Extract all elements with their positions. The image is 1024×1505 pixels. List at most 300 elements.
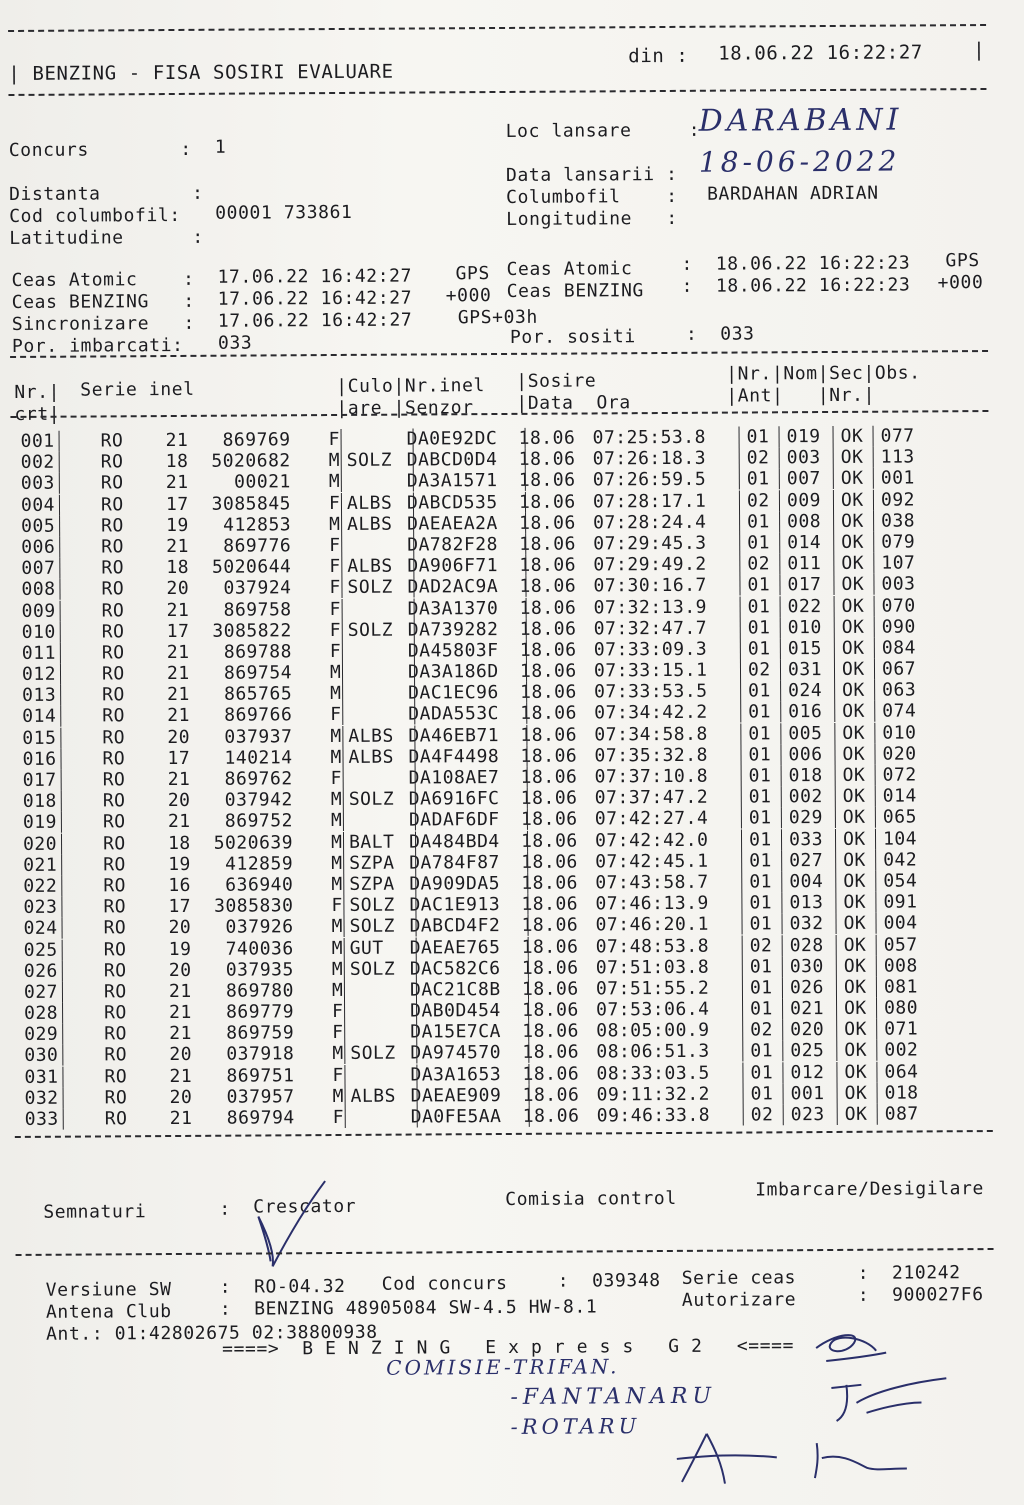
column-separator [836, 934, 837, 955]
cell-time: 07:48:53.8 [595, 935, 710, 957]
column-separator [834, 744, 835, 765]
column-separator [61, 854, 62, 875]
cell-nom: 002 [788, 786, 823, 808]
column-separator [60, 664, 61, 685]
ceas-benzing-right-suffix: +000 [937, 272, 984, 294]
column-separator [876, 977, 877, 998]
columbofil-label: Columbofil : [506, 185, 678, 208]
cell-ant: 02 [749, 934, 773, 956]
column-separator [874, 744, 875, 765]
cell-date: 18.06 [521, 851, 578, 873]
cell-ant: 01 [749, 913, 773, 935]
ceas-atomic-right-suffix: GPS [945, 250, 980, 272]
cell-sec: OK [841, 552, 865, 575]
cell-nr: 023 [23, 896, 58, 919]
column-separator [783, 1104, 784, 1125]
column-separator [59, 452, 60, 473]
col-ant-sec-header: |Ant| |Nr.| [726, 384, 876, 407]
cell-time: 07:42:27.4 [594, 808, 709, 830]
cell-sx: F [331, 895, 343, 917]
cell-time: 07:33:15.1 [593, 659, 708, 682]
column-separator [834, 595, 835, 616]
column-separator [837, 1104, 838, 1125]
cell-obs: 004 [883, 912, 918, 934]
column-separator [779, 426, 780, 447]
column-separator [59, 494, 60, 515]
cell-obs: 020 [882, 743, 917, 765]
cell-nr: 013 [22, 684, 57, 707]
cell-ant: 01 [750, 1040, 774, 1062]
arrivals-table [11, 425, 1005, 1130]
column-separator [873, 532, 874, 553]
column-separator [415, 810, 416, 831]
cell-sec: OK [844, 1103, 868, 1125]
cell-nr: 018 [22, 790, 57, 813]
cell-nom: 031 [787, 659, 823, 681]
cell-time: 09:46:33.8 [596, 1104, 711, 1127]
cell-time: 07:34:42.2 [594, 702, 708, 724]
cell-yr: 18 [165, 451, 189, 473]
column-separator [60, 643, 61, 664]
column-separator [341, 450, 342, 471]
cell-sec: OK [843, 976, 867, 998]
cell-obs: 065 [882, 806, 917, 829]
column-separator [742, 999, 743, 1020]
cell-nom: 021 [790, 998, 825, 1020]
cell-sx: M [331, 873, 343, 895]
cell-date: 18.06 [520, 702, 578, 725]
column-separator [344, 959, 345, 980]
column-separator [60, 685, 61, 706]
column-separator [416, 937, 417, 958]
col-crt-header: crt| [14, 403, 61, 425]
cell-sx: M [332, 1085, 345, 1107]
cell-time: 07:29:45.3 [593, 532, 707, 555]
cell-time: 07:26:59.5 [592, 469, 707, 491]
din-timestamp: 18.06.22 16:22:27 [718, 41, 923, 65]
cell-nr: 010 [21, 621, 56, 643]
cell-ant: 01 [748, 680, 771, 702]
cell-obs: 070 [881, 594, 916, 617]
cell-yr: 21 [167, 768, 191, 791]
cell-col: ALBS [350, 1085, 397, 1107]
column-separator [873, 447, 874, 468]
cell-ro: RO [101, 515, 124, 537]
cell-date: 18.06 [518, 491, 576, 513]
cell-sx: M [329, 662, 342, 684]
column-separator [343, 768, 344, 789]
cell-nr: 028 [24, 1002, 59, 1024]
cell-obs: 002 [884, 1039, 919, 1062]
column-separator [782, 977, 783, 998]
cell-ro: RO [104, 1087, 128, 1109]
cell-snz: DA4F4498 [408, 745, 500, 768]
cell-time: 07:37:10.8 [594, 765, 709, 788]
sheet-title: | BENZING - FISA SOSIRI EVALUARE [8, 60, 394, 85]
cell-sec: OK [840, 468, 864, 490]
column-separator [742, 956, 743, 977]
cell-sx: M [331, 916, 343, 938]
cell-nr: 006 [21, 536, 56, 558]
longitudine-label: Longitudine : [506, 207, 678, 230]
autorizare-value: : 900027F6 [857, 1284, 984, 1306]
cell-date: 18.06 [522, 1041, 580, 1064]
column-separator [780, 723, 781, 744]
cell-time: 07:34:58.8 [594, 723, 708, 746]
cell-date: 18.06 [519, 575, 577, 598]
cell-yr: 19 [168, 853, 191, 875]
cell-obs: 092 [880, 489, 916, 511]
cell-num: 140214 [224, 747, 293, 769]
cell-ro: RO [101, 557, 125, 579]
cell-date: 18.06 [520, 681, 577, 704]
cell-obs: 090 [881, 616, 916, 638]
column-separator [414, 619, 415, 640]
column-separator [779, 532, 780, 553]
cod-concurs-label: Cod concurs [381, 1272, 508, 1295]
column-separator [60, 706, 61, 727]
cell-snz: DAC1EC96 [408, 682, 499, 704]
column-separator [414, 683, 415, 704]
cell-time: 07:42:45.1 [595, 850, 709, 873]
column-separator [739, 490, 740, 511]
column-separator [740, 596, 741, 617]
cell-obs: 081 [883, 976, 919, 998]
comisie-handwritten-3: -ROTARU [510, 1414, 641, 1439]
cell-yr: 20 [167, 726, 191, 748]
cod-columbofil-label: Cod columbofil: [9, 204, 181, 227]
column-separator [741, 893, 742, 914]
column-separator [740, 638, 741, 659]
cell-date: 18.06 [518, 469, 576, 492]
column-separator [344, 1022, 345, 1043]
column-separator [781, 786, 782, 807]
column-separator [739, 575, 740, 596]
cell-yr: 21 [165, 429, 189, 452]
column-separator [741, 787, 742, 808]
column-separator [742, 1020, 743, 1041]
cell-sec: OK [841, 574, 865, 596]
column-separator [739, 532, 740, 553]
cell-nom: 007 [786, 468, 821, 490]
cell-nr: 029 [24, 1023, 59, 1046]
column-separator [414, 725, 415, 746]
column-separator [877, 1083, 878, 1104]
column-separator [528, 1000, 529, 1021]
cell-ant: 02 [750, 1104, 774, 1126]
cell-nr: 027 [23, 981, 59, 1003]
cell-ro: RO [104, 1002, 127, 1024]
cell-yr: 21 [168, 980, 192, 1002]
cell-time: 07:29:49.2 [593, 553, 707, 576]
cell-yr: 21 [169, 1023, 192, 1045]
cell-date: 18.06 [519, 533, 576, 555]
column-separator [525, 449, 526, 470]
cell-ro: RO [101, 642, 125, 664]
cell-nom: 032 [789, 913, 824, 935]
column-separator [416, 1022, 417, 1043]
cell-col: SOLZ [347, 576, 393, 599]
cell-sx: F [329, 619, 342, 641]
column-separator [779, 469, 780, 490]
column-separator [875, 765, 876, 786]
cell-nom: 030 [789, 955, 824, 977]
cell-num: 5020644 [211, 556, 292, 578]
column-separator [342, 620, 343, 641]
express-line: ====> B E N Z I N G E x p r e s s G 2 <==== [222, 1335, 795, 1360]
cell-num: 412853 [223, 514, 292, 536]
cell-obs: 064 [884, 1061, 919, 1083]
cell-sec: OK [843, 849, 866, 871]
cell-sx: F [329, 577, 341, 599]
imbarcati-label: Por. imbarcati: [11, 334, 184, 357]
cell-date: 18.06 [520, 787, 578, 810]
versiune-sw-label: Versiune SW [45, 1279, 172, 1301]
cell-sx: M [329, 513, 341, 535]
cell-sec: OK [840, 446, 864, 469]
cell-obs: 038 [881, 510, 916, 532]
cell-snz: DAD2AC9A [407, 576, 499, 598]
cell-sec: OK [841, 595, 865, 617]
cell-date: 18.06 [518, 448, 576, 471]
cell-obs: 072 [882, 764, 917, 786]
column-separator [61, 791, 62, 812]
column-separator [344, 1065, 345, 1086]
cell-yr: 20 [168, 959, 192, 981]
cell-date: 18.06 [521, 872, 579, 894]
column-separator [835, 913, 836, 934]
cell-yr: 20 [169, 1086, 193, 1108]
cell-sx: M [330, 725, 342, 747]
column-separator [417, 1107, 418, 1128]
cell-ro: RO [103, 959, 127, 982]
cell-nom: 005 [788, 722, 823, 744]
cell-obs: 080 [884, 997, 919, 1019]
cell-sec: OK [842, 764, 866, 786]
cell-time: 07:32:47.7 [593, 617, 708, 640]
cell-date: 18.06 [520, 745, 578, 767]
column-separator [413, 556, 414, 577]
versiune-sw-value: : RO-04.32 [219, 1275, 346, 1298]
column-separator [781, 765, 782, 786]
cell-time: 07:37:47.2 [594, 786, 709, 809]
cell-time: 07:26:18.3 [592, 447, 707, 470]
column-separator [835, 871, 836, 892]
cell-snz: DA6916FC [408, 788, 500, 810]
column-separator [876, 934, 877, 955]
cell-ant: 01 [750, 998, 773, 1020]
cell-yr: 21 [167, 811, 191, 833]
cell-obs: 067 [881, 658, 917, 680]
column-separator [780, 681, 781, 702]
ceas-atomic-right-value: : 18.06.22 16:22:23 [681, 252, 911, 275]
column-separator [525, 470, 526, 491]
column-separator [873, 468, 874, 489]
cell-snz: DA909DA5 [409, 872, 501, 895]
cell-nr: 020 [22, 833, 58, 855]
cell-obs: 113 [880, 446, 915, 468]
column-separator [836, 977, 837, 998]
cell-date: 18.06 [518, 427, 576, 449]
column-separator [61, 833, 62, 854]
sincronizare-label: Sincronizare : [11, 312, 195, 335]
column-separator [63, 1109, 64, 1130]
cell-sx: M [330, 683, 342, 705]
column-separator [527, 915, 528, 936]
cell-ant: 02 [747, 553, 771, 575]
cell-ro: RO [104, 1065, 128, 1088]
cell-nom: 020 [790, 1019, 825, 1041]
cell-nom: 023 [790, 1104, 825, 1126]
cell-nom: 028 [789, 934, 824, 956]
cell-sx: M [332, 1043, 344, 1065]
cell-date: 18.06 [521, 957, 579, 979]
column-separator [414, 598, 415, 619]
column-separator [875, 786, 876, 807]
cell-date: 18.06 [521, 914, 579, 937]
column-separator [343, 810, 344, 831]
cell-ant: 02 [747, 659, 771, 681]
cell-obs: 084 [881, 637, 916, 659]
cell-ro: RO [101, 578, 125, 600]
column-separator [415, 852, 416, 873]
column-separator [413, 471, 414, 492]
column-separator [526, 682, 527, 703]
cell-snz: DABCD535 [406, 491, 498, 514]
cell-nom: 027 [789, 849, 824, 871]
column-separator [60, 621, 61, 642]
cell-ro: RO [103, 917, 127, 939]
cell-nr: 014 [22, 706, 57, 728]
cell-num: 869751 [226, 1064, 295, 1087]
column-separator [782, 1020, 783, 1041]
comisie-handwritten-2: -FANTANARU [510, 1383, 717, 1410]
column-separator [341, 577, 342, 598]
cell-obs: 001 [880, 467, 915, 490]
column-separator [61, 770, 62, 791]
cell-nom: 029 [788, 807, 823, 829]
header-divider [8, 88, 986, 96]
column-separator [741, 766, 742, 787]
column-separator [526, 661, 527, 682]
cell-num: 869752 [224, 810, 293, 833]
cell-time: 07:33:09.3 [593, 638, 708, 661]
crescator-label: Crescator [253, 1195, 357, 1218]
column-separator [61, 876, 62, 897]
column-separator [876, 1040, 877, 1061]
cell-yr: 21 [166, 641, 190, 663]
cell-obs: 107 [881, 552, 916, 574]
column-separator [62, 939, 63, 960]
column-separator [413, 450, 414, 471]
cell-nr: 015 [22, 727, 57, 749]
column-separator [873, 553, 874, 574]
cell-time: 07:46:13.9 [595, 892, 709, 915]
column-separator [415, 895, 416, 916]
column-separator [344, 980, 345, 1001]
column-separator [781, 850, 782, 871]
cell-snz: DA906F71 [407, 555, 499, 577]
column-separator [875, 871, 876, 892]
cell-ant: 01 [747, 617, 771, 639]
distanta-label: Distanta : [9, 182, 204, 205]
cell-nom: 012 [790, 1061, 825, 1083]
column-separator [341, 535, 342, 556]
cell-num: 5020639 [213, 831, 294, 854]
column-separator [526, 619, 527, 640]
cell-yr: 21 [167, 684, 190, 706]
cell-ro: RO [102, 726, 126, 749]
column-separator [525, 428, 526, 449]
column-separator [780, 702, 781, 723]
column-separator [529, 1085, 530, 1106]
cell-num: 037957 [226, 1086, 295, 1108]
cell-col: SOLZ [349, 915, 395, 938]
sositi-value: : 033 [685, 323, 755, 345]
cell-nr: 030 [24, 1045, 59, 1067]
cell-num: 869794 [226, 1107, 295, 1129]
column-separator [413, 577, 414, 598]
column-separator [526, 597, 527, 618]
column-separator [833, 532, 834, 553]
cell-obs: 018 [884, 1082, 919, 1104]
cell-num: 037935 [225, 958, 294, 981]
column-separator [740, 702, 741, 723]
column-separator [415, 873, 416, 894]
column-separator [781, 808, 782, 829]
cell-sec: OK [843, 955, 867, 977]
cell-col: BALT [348, 831, 395, 853]
column-separator [741, 850, 742, 871]
column-separator [344, 1043, 345, 1064]
cell-nr: 003 [20, 473, 55, 495]
cell-ant: 01 [747, 595, 771, 617]
cell-col: SOLZ [347, 619, 394, 641]
cell-nom: 010 [787, 616, 822, 638]
cell-yr: 19 [168, 938, 192, 960]
cell-ant: 01 [748, 722, 772, 745]
cell-ant: 01 [749, 892, 773, 914]
column-separator [59, 431, 60, 452]
cell-snz: DA0FE5AA [410, 1106, 502, 1128]
cell-nr: 008 [21, 579, 56, 601]
column-separator [739, 469, 740, 490]
cell-sec: OK [841, 637, 865, 659]
top-divider [8, 24, 986, 32]
antena-line: Ant.: 01:42802675 02:38800938 [45, 1321, 378, 1345]
cell-obs: 091 [883, 891, 918, 913]
cell-ro: RO [102, 790, 126, 812]
column-separator [741, 914, 742, 935]
cell-snz: DAC582C6 [409, 957, 501, 980]
cell-col: SOLZ [346, 449, 393, 472]
cell-col: SOLZ [349, 894, 395, 917]
cell-ro: RO [101, 663, 125, 685]
cell-date: 18.06 [519, 554, 577, 577]
cod-columbofil-value: 00001 733861 [215, 201, 353, 224]
column-separator [740, 617, 741, 638]
column-separator [833, 468, 834, 489]
cell-date: 18.06 [521, 978, 579, 1000]
serie-ceas-label: Serie ceas [681, 1267, 797, 1289]
column-separator [415, 831, 416, 852]
ceas-atomic-suffix: GPS [455, 263, 490, 285]
col-culoare-header: |Culo|Nr.inel [336, 375, 486, 398]
cell-sx: M [331, 979, 344, 1001]
cell-snz: DA108AE7 [408, 767, 500, 789]
cell-snz: DAEAE765 [409, 936, 501, 959]
cell-snz: DA3A1571 [406, 470, 498, 492]
